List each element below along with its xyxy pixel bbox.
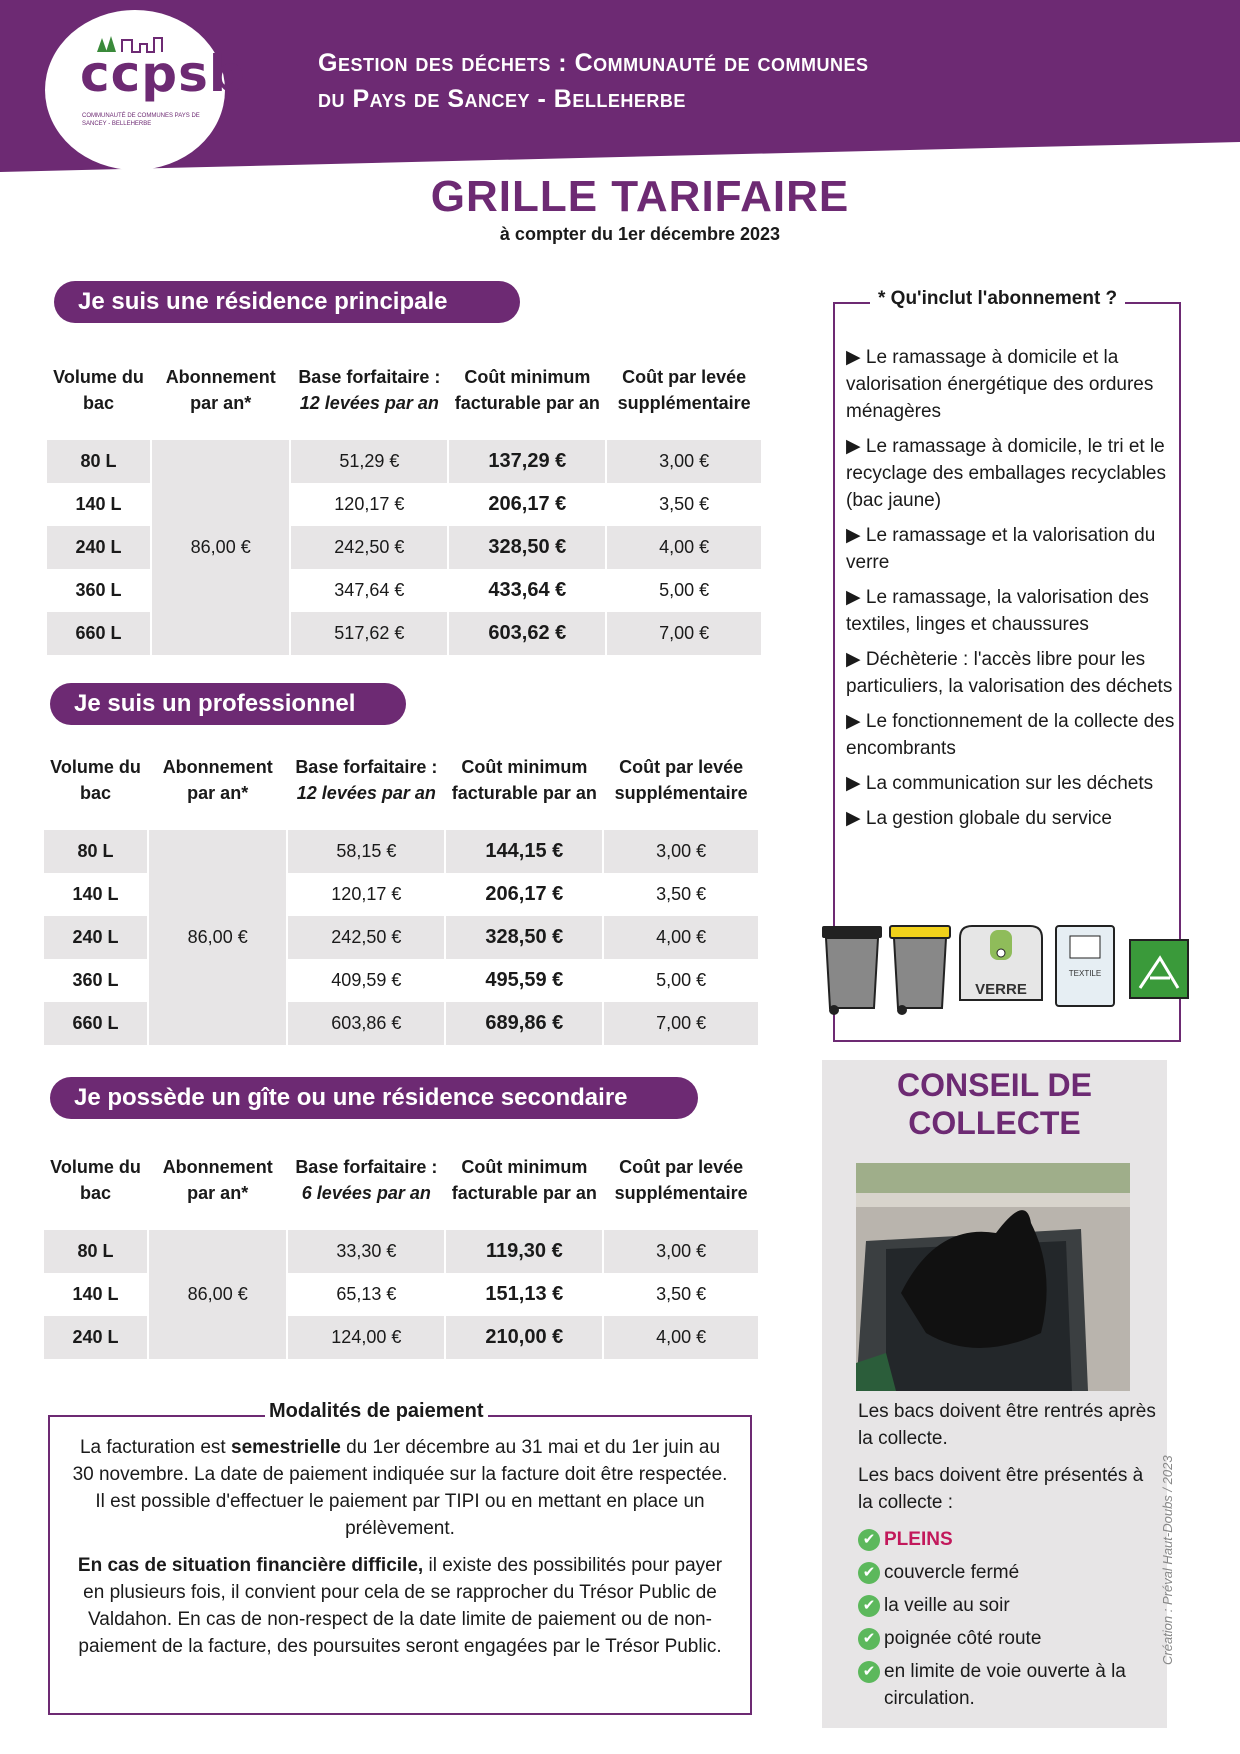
grey-bin-icon <box>822 926 882 1015</box>
list-item: ▶ Le ramassage à domicile, le tri et le recyclage des emballages recyclables (bac jaune) <box>846 436 1166 511</box>
col-base-levees: 12 levées par an <box>299 393 439 413</box>
cell-volume: 80 L <box>47 440 150 483</box>
cell-base: 409,59 € <box>288 959 444 1002</box>
list-item-text: Le fonctionnement de la collecte des encombrants <box>846 711 1175 759</box>
cell-volume: 240 L <box>44 1316 147 1359</box>
cell-volume: 80 L <box>44 830 147 873</box>
decheterie-icon <box>1130 940 1188 998</box>
col-base-levees: 12 levées par an <box>296 783 436 803</box>
cell-base: 120,17 € <box>291 483 447 526</box>
col-base-label: Base forfaitaire : <box>295 757 438 777</box>
cell-volume: 240 L <box>47 526 150 569</box>
list-item: ▶ Le ramassage et la valorisation du verre <box>846 525 1156 573</box>
section-pill-residence: Je suis une résidence principale <box>54 281 520 323</box>
paiement-p2-a: En cas de situation financière difficile, <box>77 1555 424 1576</box>
yellow-bin-icon <box>890 926 950 1015</box>
col-levee: Coût par levée supplémentaire <box>617 367 751 413</box>
textile-container-icon <box>1056 926 1114 1006</box>
list-item-text: Le ramassage et la valorisation du verre <box>846 525 1156 573</box>
check-item-text: en limite de voie ouverte à la circulation. <box>884 1661 1126 1709</box>
cell-base: 242,50 € <box>288 916 444 959</box>
cell-levee: 4,00 € <box>604 1316 758 1359</box>
col-base-label: Base forfaitaire : <box>298 367 441 387</box>
cell-levee: 4,00 € <box>604 916 758 959</box>
paiement-paragraph-1 <box>70 1434 730 1542</box>
list-item-text: Le ramassage, la valorisation des textiles, linges et chaussures <box>846 587 1149 635</box>
list-item: ▶ Le fonctionnement de la collecte des encombrants <box>846 711 1175 759</box>
cell-abonnement: 86,00 € <box>149 830 286 1045</box>
paiement-p1-b: semestrielle <box>231 1437 341 1458</box>
page-subtitle: à compter du 1er décembre 2023 <box>499 224 781 244</box>
cell-abonnement: 86,00 € <box>152 440 289 655</box>
cell-volume: 240 L <box>44 916 147 959</box>
cell-levee: 3,00 € <box>607 440 761 483</box>
check-icon: ✔ <box>858 1562 880 1584</box>
cell-min: 137,29 € <box>449 440 605 483</box>
cell-min: 144,15 € <box>446 830 602 873</box>
cell-volume: 140 L <box>44 1273 147 1316</box>
conseil-text <box>858 1398 1158 1718</box>
conseil-title <box>822 1066 1167 1142</box>
logo: ccpsb <box>80 45 246 103</box>
paiement-p1-a: La facturation est <box>79 1437 231 1458</box>
cell-min: 328,50 € <box>449 526 605 569</box>
list-item-text: Le ramassage à domicile, le tri et le recyclage des emballages recyclables (bac jaune) <box>846 436 1166 511</box>
list-item-text: La gestion globale du service <box>865 808 1112 829</box>
col-abonnement: Abonnement par an* <box>162 757 273 803</box>
bin-photo <box>856 1163 1130 1391</box>
cell-base: 58,15 € <box>288 830 444 873</box>
cell-min: 495,59 € <box>446 959 602 1002</box>
cell-base: 33,30 € <box>288 1230 444 1273</box>
col-base-levees: 6 levées par an <box>301 1183 431 1203</box>
header-title <box>318 45 869 117</box>
col-base <box>288 1130 444 1230</box>
col-volume: Volume du bac <box>50 1157 141 1203</box>
cell-levee: 7,00 € <box>607 612 761 655</box>
tariff-table-residence <box>45 340 763 655</box>
list-item: ▶ La gestion globale du service <box>846 808 1112 829</box>
col-min: Coût minimum facturable par an <box>451 1157 597 1203</box>
cell-levee: 3,00 € <box>604 1230 758 1273</box>
cell-levee: 5,00 € <box>607 569 761 612</box>
paiement-p2-b: il existe des possibilités pour payer en plusieurs fois, il convient pour cela de se rapprocher du Trésor Public de Valdahon. En cas de non-respect de la date limite de paiement ou de non-paiement de la facture, des poursuites seront engagées par le Trésor Public. <box>78 1555 723 1657</box>
cell-base: 120,17 € <box>288 873 444 916</box>
cell-base: 242,50 € <box>291 526 447 569</box>
check-item <box>858 1559 1158 1586</box>
cell-base: 517,62 € <box>291 612 447 655</box>
cell-volume: 660 L <box>47 612 150 655</box>
cell-min: 119,30 € <box>446 1230 602 1273</box>
cell-volume: 140 L <box>44 873 147 916</box>
list-item-text: Le ramassage à domicile et la valorisation énergétique des ordures ménagères <box>846 347 1154 422</box>
cell-min: 433,64 € <box>449 569 605 612</box>
cell-levee: 3,00 € <box>604 830 758 873</box>
glass-container-icon <box>960 926 1042 1000</box>
cell-base: 51,29 € <box>291 440 447 483</box>
col-levee: Coût par levée supplémentaire <box>614 1157 748 1203</box>
check-item <box>858 1625 1158 1652</box>
cell-volume: 80 L <box>44 1230 147 1273</box>
list-item-text: Déchèterie : l'accès libre pour les particuliers, la valorisation des déchets <box>846 649 1173 697</box>
check-item-text: PLEINS <box>884 1529 953 1550</box>
collection-icons <box>820 918 1190 1018</box>
cell-levee: 3,50 € <box>607 483 761 526</box>
col-volume: Volume du bac <box>50 757 141 803</box>
list-item-text: La communication sur les déchets <box>865 773 1154 794</box>
cell-base: 124,00 € <box>288 1316 444 1359</box>
col-min: Coût minimum facturable par an <box>454 367 600 413</box>
tariff-table-professionnel <box>42 730 760 1045</box>
col-base <box>291 340 447 440</box>
cell-volume: 140 L <box>47 483 150 526</box>
textile-label: TEXTILE <box>1068 969 1102 978</box>
list-item: ▶ Le ramassage, la valorisation des textiles, linges et chaussures <box>846 587 1149 635</box>
col-volume: Volume du bac <box>53 367 144 413</box>
abonnement-box-title: * Qu'inclut l'abonnement ? <box>870 288 1125 310</box>
cell-base: 603,86 € <box>288 1002 444 1045</box>
cell-min: 210,00 € <box>446 1316 602 1359</box>
cell-volume: 360 L <box>44 959 147 1002</box>
cell-levee: 3,50 € <box>604 1273 758 1316</box>
conseil-title-line1: CONSEIL DE <box>897 1067 1092 1103</box>
paiement-text <box>70 1434 730 1670</box>
check-item-text: la veille au soir <box>884 1595 1010 1616</box>
paiement-title: Modalités de paiement <box>265 1400 488 1423</box>
logo-subtext: COMMUNAUTÉ DE COMMUNES PAYS DE SANCEY - BELLEHERBE <box>82 113 200 127</box>
col-base-label: Base forfaitaire : <box>295 1157 438 1177</box>
check-item-text: couvercle fermé <box>884 1562 1020 1583</box>
section-pill-professionnel: Je suis un professionnel <box>50 683 406 725</box>
cell-min: 689,86 € <box>446 1002 602 1045</box>
cell-base: 65,13 € <box>288 1273 444 1316</box>
cell-base: 347,64 € <box>291 569 447 612</box>
cell-levee: 3,50 € <box>604 873 758 916</box>
paiement-p1-c: du 1er décembre au 31 mai et du 1er juin au 30 novembre. La date de paiement indiquée sur la facture doit être respectée. Il est possible d'effectuer le paiement par TIPI ou en mettant en place un prélèvement. <box>72 1437 728 1539</box>
cell-min: 328,50 € <box>446 916 602 959</box>
verre-label: VERRE <box>975 981 1027 998</box>
col-abonnement: Abonnement par an* <box>165 367 276 413</box>
tariff-table-gite <box>42 1130 760 1359</box>
paiement-paragraph-2 <box>70 1552 730 1660</box>
check-item-text: poignée côté route <box>884 1628 1042 1649</box>
cell-min: 151,13 € <box>446 1273 602 1316</box>
cell-levee: 5,00 € <box>604 959 758 1002</box>
list-item: ▶ Le ramassage à domicile et la valorisation énergétique des ordures ménagères <box>846 347 1154 422</box>
cell-min: 206,17 € <box>449 483 605 526</box>
cell-min: 603,62 € <box>449 612 605 655</box>
check-item <box>858 1592 1158 1619</box>
conseil-text1: Les bacs doivent être rentrés après la collecte. <box>858 1401 1156 1449</box>
conseil-title-line2: COLLECTE <box>908 1105 1081 1141</box>
check-item <box>858 1658 1158 1712</box>
conseil-text2: Les bacs doivent être présentés à la collecte : <box>858 1465 1144 1513</box>
list-item: ▶ La communication sur les déchets <box>846 773 1154 794</box>
check-item <box>858 1526 1158 1553</box>
cell-volume: 660 L <box>44 1002 147 1045</box>
check-icon: ✔ <box>858 1529 880 1551</box>
check-icon: ✔ <box>858 1628 880 1650</box>
col-min: Coût minimum facturable par an <box>451 757 597 803</box>
abonnement-list <box>846 344 1176 840</box>
col-base <box>288 730 444 830</box>
col-levee: Coût par levée supplémentaire <box>614 757 748 803</box>
header-title-line1: Gestion des déchets : Communauté de communes <box>318 49 869 77</box>
col-abonnement: Abonnement par an* <box>162 1157 273 1203</box>
page-title: GRILLE TARIFAIRE <box>430 172 850 221</box>
credit: Création : Préval Haut-Doubs / 2023 <box>1160 1455 1175 1665</box>
check-icon: ✔ <box>858 1661 880 1683</box>
cell-volume: 360 L <box>47 569 150 612</box>
header-title-line2: du Pays de Sancey - Belleherbe <box>318 85 686 113</box>
cell-min: 206,17 € <box>446 873 602 916</box>
cell-abonnement: 86,00 € <box>149 1230 286 1359</box>
check-icon: ✔ <box>858 1595 880 1617</box>
list-item: ▶ Déchèterie : l'accès libre pour les particuliers, la valorisation des déchets <box>846 649 1173 697</box>
cell-levee: 4,00 € <box>607 526 761 569</box>
section-pill-gite: Je possède un gîte ou une résidence secondaire <box>50 1077 698 1119</box>
cell-levee: 7,00 € <box>604 1002 758 1045</box>
